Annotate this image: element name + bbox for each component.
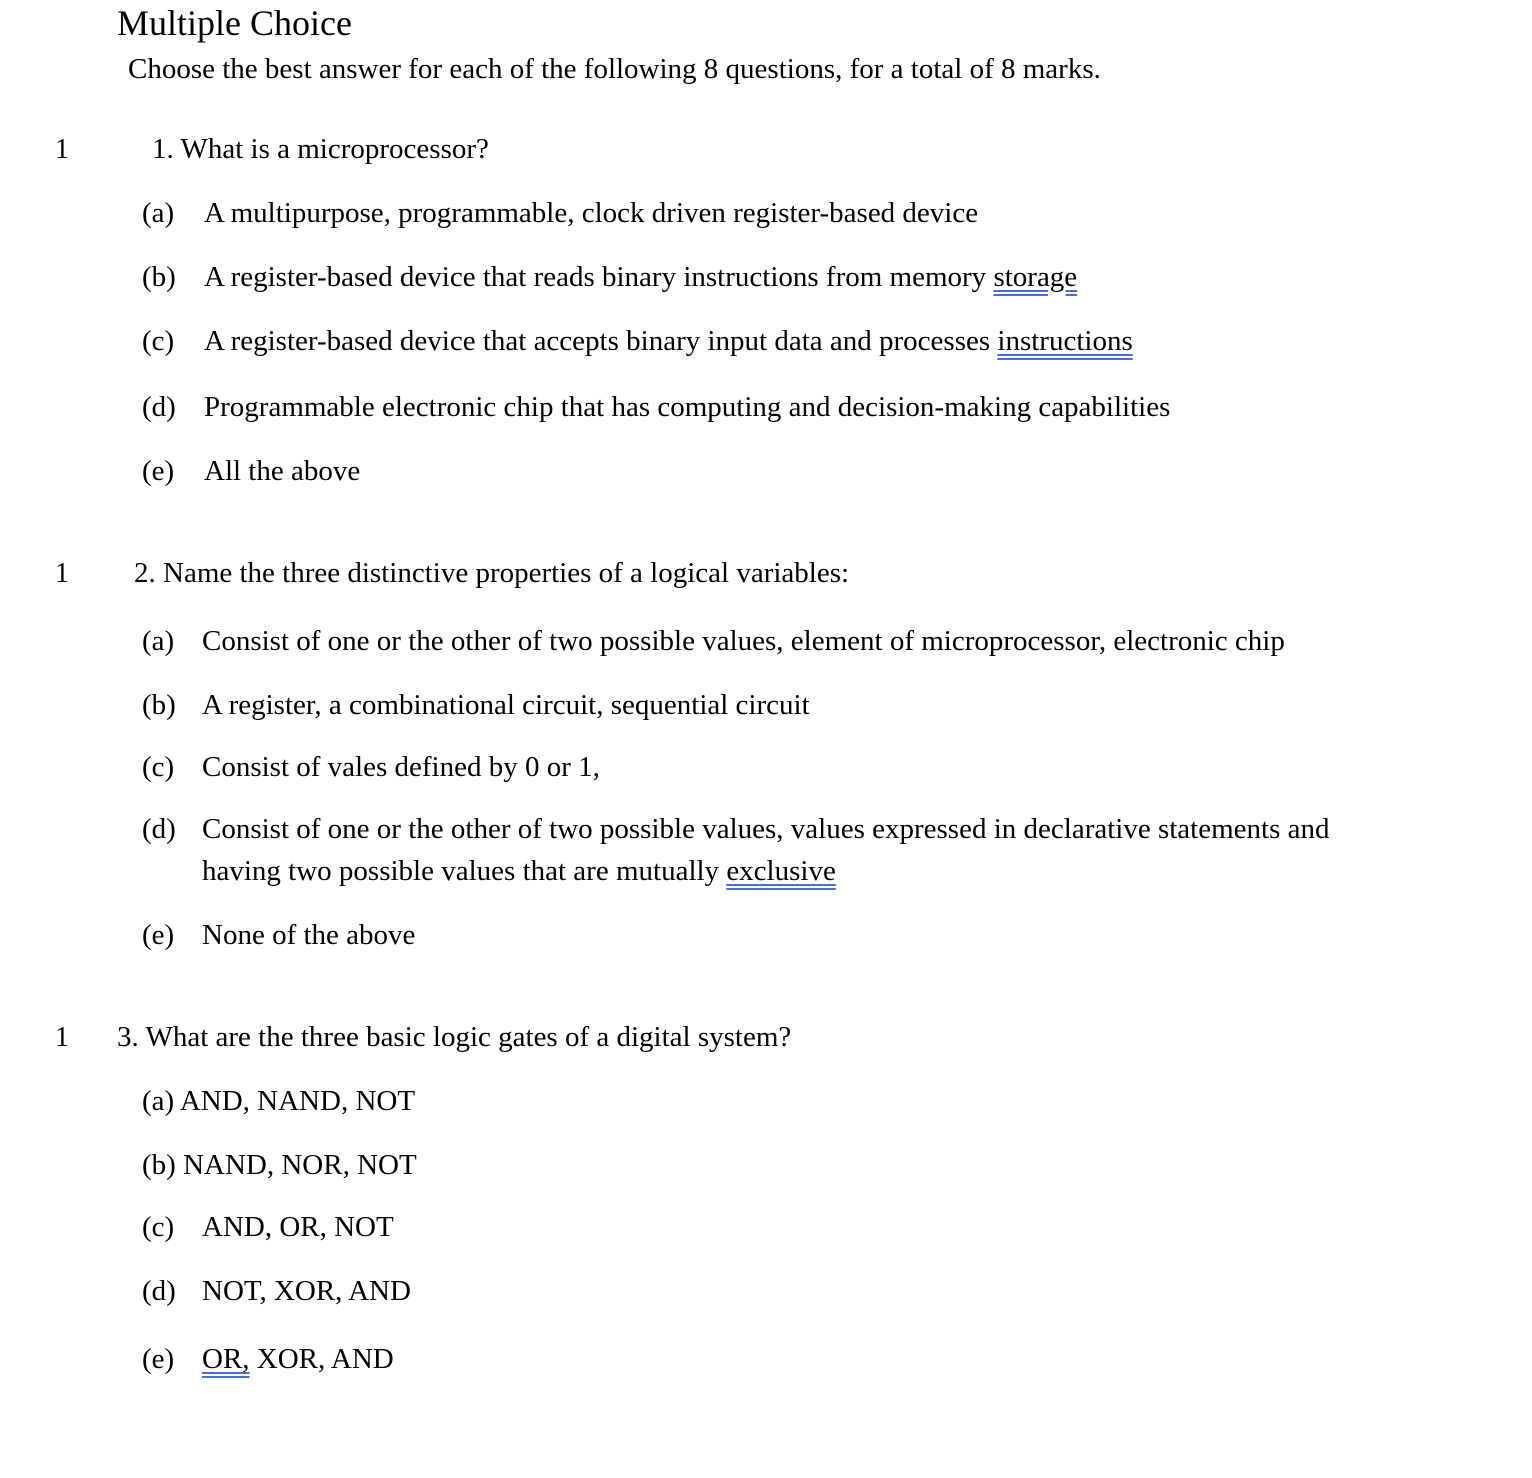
option-label: (b) bbox=[142, 261, 176, 293]
option-text: NOT, XOR, AND bbox=[202, 1275, 411, 1307]
option-label: (e) bbox=[142, 1343, 175, 1375]
question-1-mark: 1 bbox=[55, 134, 69, 165]
question-1-option-d bbox=[142, 391, 1170, 424]
question-3-option-d bbox=[142, 1275, 411, 1308]
page-title: Multiple Choice bbox=[117, 3, 352, 43]
question-2-option-a bbox=[142, 625, 1285, 658]
question-3-text: 3. What are the three basic logic gates of a digital system? bbox=[117, 1021, 792, 1053]
grammar-flagged-word: OR, bbox=[202, 1343, 250, 1375]
question-2-text: 2. Name the three distinctive properties of a logical variables: bbox=[134, 557, 850, 589]
option-text: A register-based device that reads binary instructions from memory bbox=[204, 261, 987, 293]
option-text: NAND, NOR, NOT bbox=[183, 1149, 417, 1181]
option-text: AND, NAND, NOT bbox=[179, 1085, 416, 1117]
question-1-option-c bbox=[142, 325, 1133, 358]
option-label: (c) bbox=[142, 325, 175, 357]
option-label: (d) bbox=[142, 1275, 176, 1307]
grammar-flagged-word: exclusive bbox=[726, 855, 836, 887]
question-2-option-d-continued bbox=[202, 855, 836, 888]
question-2-option-e bbox=[142, 919, 415, 952]
option-text: Consist of one or the other of two possible values, element of microprocessor, electronic chip bbox=[202, 625, 1285, 657]
question-2-mark: 1 bbox=[55, 558, 69, 589]
option-text: A multipurpose, programmable, clock driven register-based device bbox=[204, 197, 979, 229]
option-text: Consist of vales defined by 0 or 1, bbox=[202, 751, 600, 783]
option-label: (a) bbox=[142, 197, 175, 229]
option-label: (b) bbox=[142, 1149, 176, 1181]
option-text: A register, a combinational circuit, sequential circuit bbox=[202, 689, 810, 721]
option-label: (d) bbox=[142, 813, 176, 845]
question-1-text: 1. What is a microprocessor? bbox=[152, 133, 489, 165]
option-text: Consist of one or the other of two possible values, values expressed in declarative statements and bbox=[202, 813, 1330, 845]
option-label: (b) bbox=[142, 689, 176, 721]
option-text: All the above bbox=[204, 455, 361, 487]
grammar-flagged-word: storage bbox=[993, 261, 1078, 293]
option-label: (c) bbox=[142, 1211, 175, 1243]
option-label: (c) bbox=[142, 751, 175, 783]
option-label: (d) bbox=[142, 391, 176, 423]
option-label: (a) bbox=[142, 1085, 175, 1117]
question-3-option-c bbox=[142, 1211, 394, 1244]
grammar-flagged-word: instructions bbox=[997, 325, 1133, 357]
option-label: (a) bbox=[142, 625, 175, 657]
question-3-option-b bbox=[142, 1149, 417, 1182]
instructions: Choose the best answer for each of the following 8 questions, for a total of 8 marks. bbox=[128, 53, 1101, 85]
question-2-option-c bbox=[142, 751, 600, 784]
question-3-mark: 1 bbox=[55, 1022, 69, 1053]
option-label: (e) bbox=[142, 455, 175, 487]
option-text: None of the above bbox=[202, 919, 416, 951]
option-text: A register-based device that accepts binary input data and processes bbox=[204, 325, 991, 357]
option-text: XOR, AND bbox=[256, 1343, 394, 1375]
question-2-option-d bbox=[142, 813, 1330, 846]
question-1-option-b bbox=[142, 261, 1077, 294]
question-1-option-e bbox=[142, 455, 360, 488]
question-3-option-a bbox=[142, 1085, 415, 1118]
question-3-option-e bbox=[142, 1343, 394, 1376]
option-text: Programmable electronic chip that has computing and decision-making capabilities bbox=[204, 391, 1171, 423]
option-text: AND, OR, NOT bbox=[202, 1211, 394, 1243]
question-2-option-b bbox=[142, 689, 810, 722]
option-label: (e) bbox=[142, 919, 175, 951]
option-text-continued: having two possible values that are mutually bbox=[202, 855, 720, 887]
question-1-option-a bbox=[142, 197, 978, 230]
